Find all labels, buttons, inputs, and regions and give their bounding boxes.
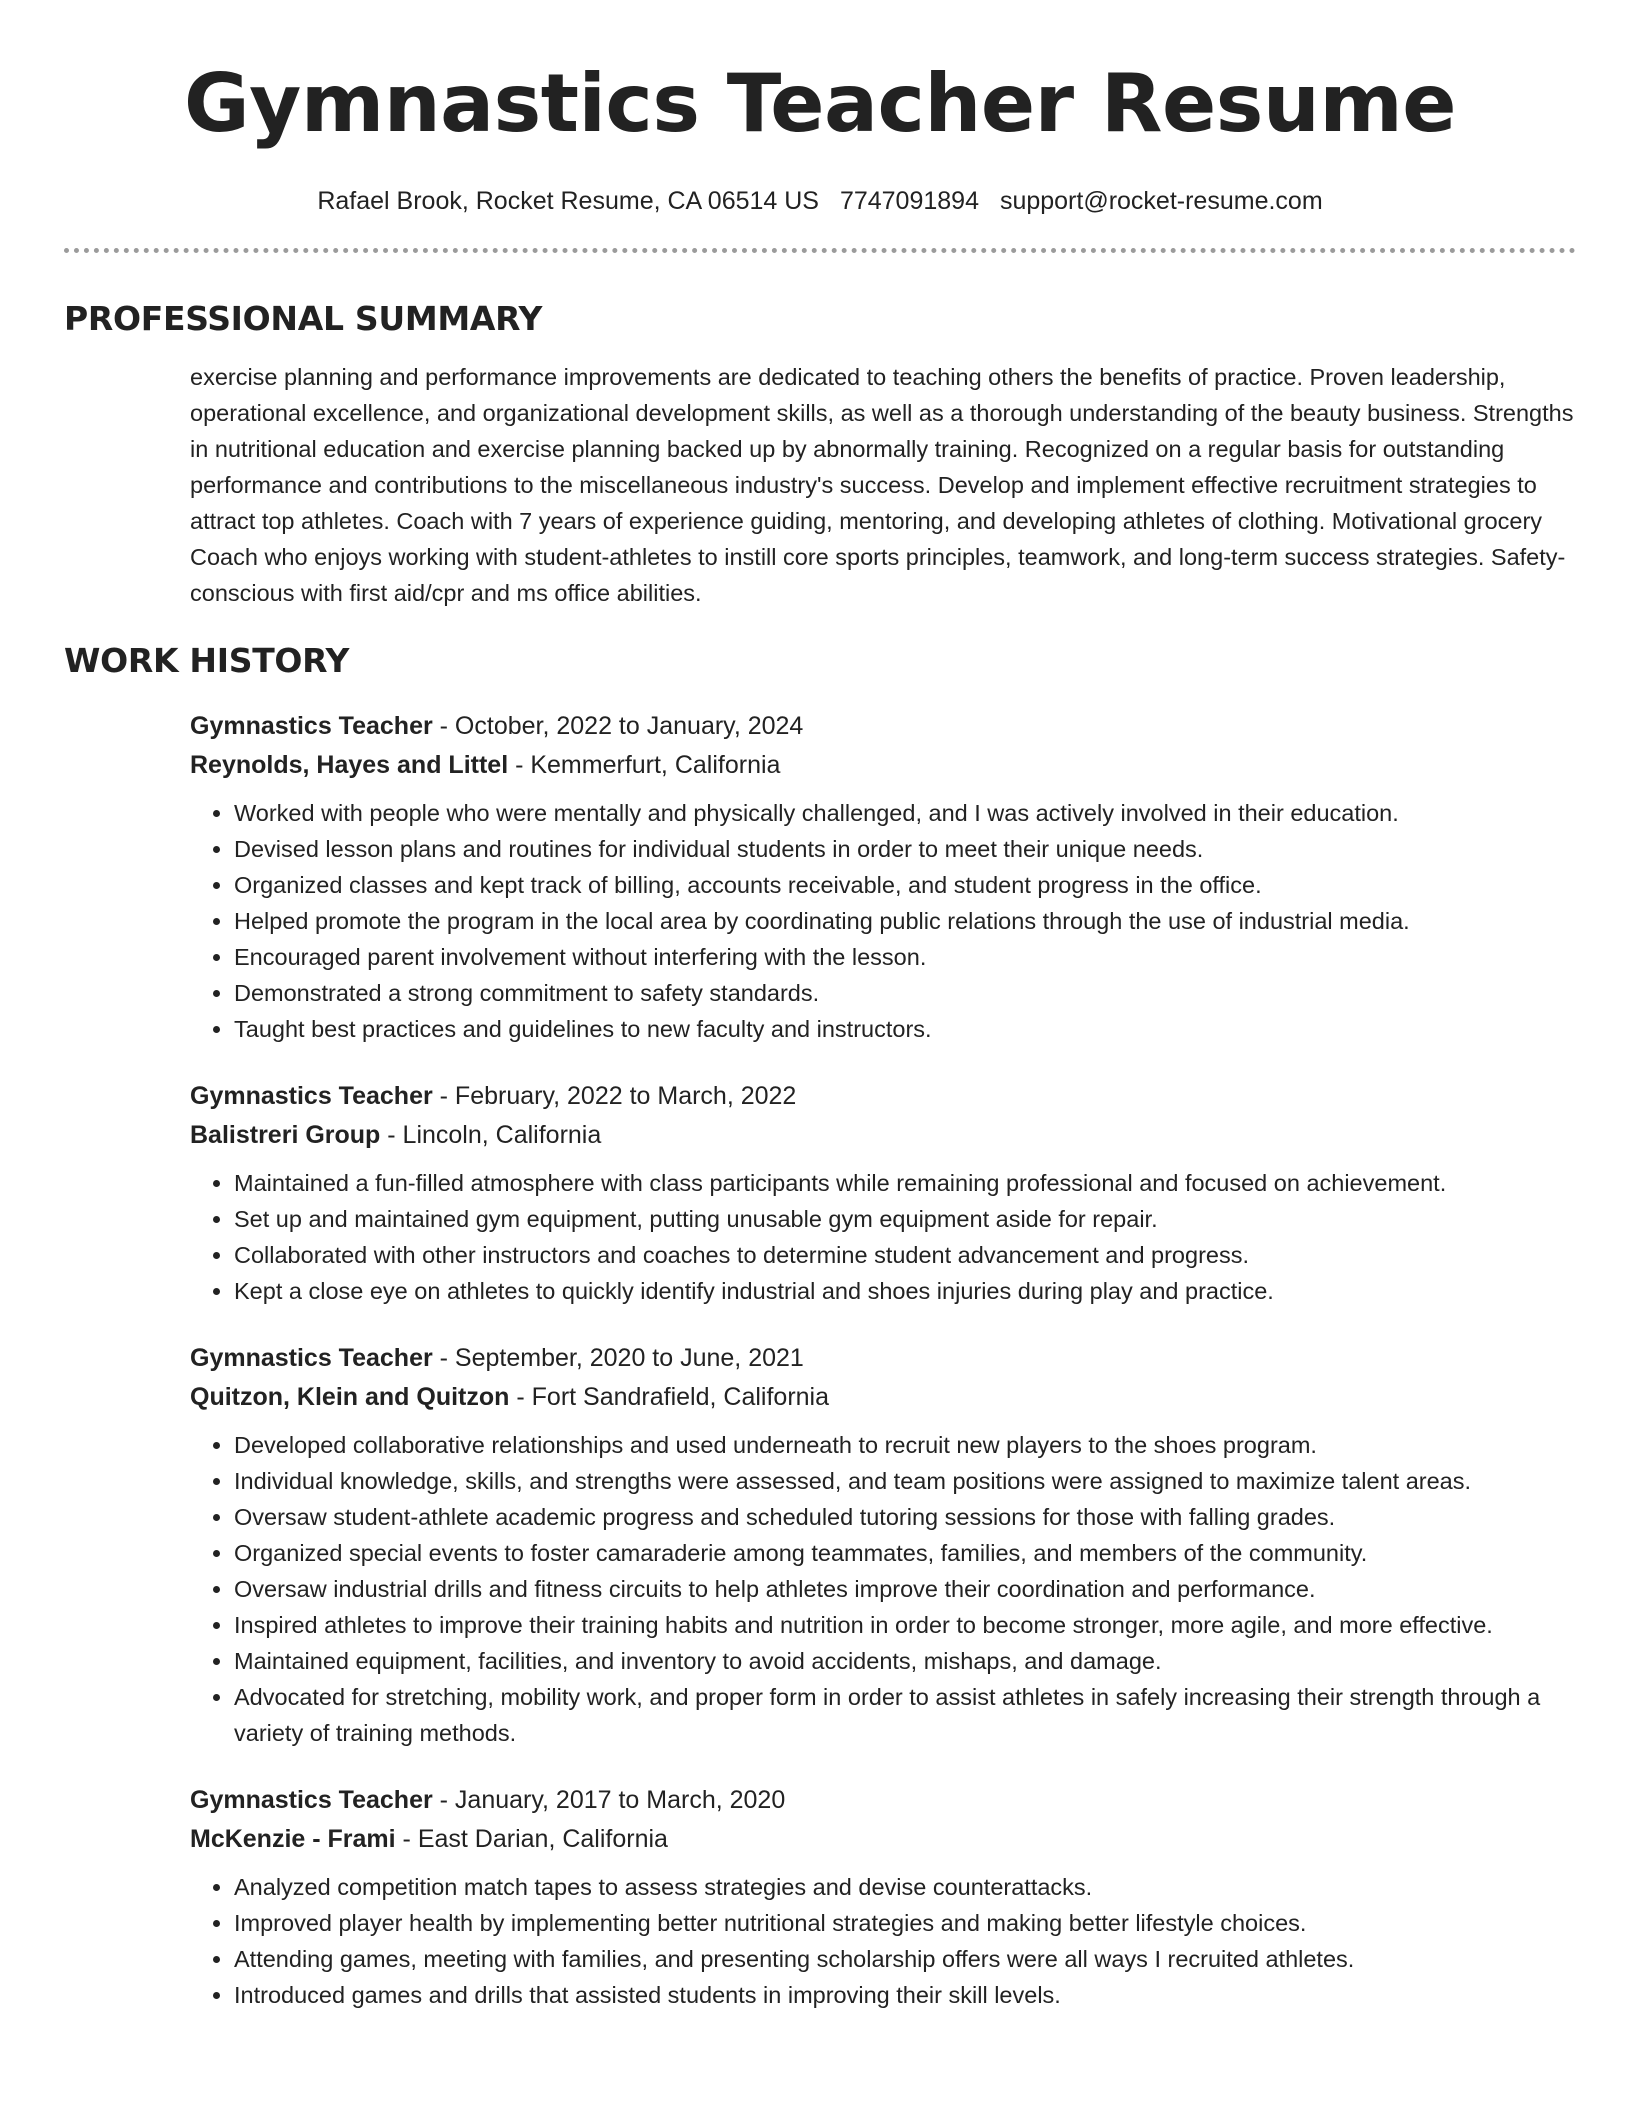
job-title-line — [190, 1781, 1576, 1820]
job-dates: - January, 2017 to March, 2020 — [432, 1786, 786, 1814]
job-bullet: • Improved player health by implementing better nutritional strategies and making better lifestyle choices. — [234, 1905, 1576, 1941]
job-bullet: • Devised lesson plans and routines for individual students in order to meet their unique needs. — [234, 831, 1576, 867]
summary-heading: PROFESSIONAL SUMMARY — [64, 299, 543, 338]
job-bullet: • Oversaw industrial drills and fitness circuits to help athletes improve their coordination and performance. — [234, 1571, 1576, 1607]
job-bullet: • Maintained a fun-filled atmosphere with class participants while remaining professional and focused on achievement. — [234, 1165, 1576, 1201]
job-bullets — [190, 795, 1576, 1047]
job-company: Quitzon, Klein and Quitzon — [190, 1383, 510, 1411]
job-bullet: • Demonstrated a strong commitment to safety standards. — [234, 975, 1576, 1011]
job-location: - East Darian, California — [395, 1825, 668, 1853]
job-dates: - February, 2022 to March, 2022 — [432, 1082, 797, 1110]
job-bullet: • Analyzed competition match tapes to assess strategies and devise counterattacks. — [234, 1869, 1576, 1905]
job-title: Gymnastics Teacher — [190, 1786, 433, 1814]
job-bullet: • Taught best practices and guidelines to new faculty and instructors. — [234, 1011, 1576, 1047]
job-bullet: • Maintained equipment, facilities, and inventory to avoid accidents, mishaps, and damage. — [234, 1643, 1576, 1679]
job-entry — [190, 707, 1576, 1047]
job-company-line — [190, 1820, 1576, 1859]
job-bullet: • Advocated for stretching, mobility work, and proper form in order to assist athletes in safely increasing their strength through a variety of training methods. — [234, 1679, 1576, 1751]
job-location: - Lincoln, California — [380, 1121, 602, 1149]
summary-text: exercise planning and performance improvements are dedicated to teaching others the benefits of practice. Proven leadership, operational excellence, and organizational development skills, as well as a thorough understanding of the beauty business. Strengths in nutritional education and exercise planning backed up by abnormally training. Recognized on a regular basis for outstanding performance and contributions to the miscellaneous industry's success. Develop and implement effective recruitment strategies to attract top athletes. Coach with 7 years of experience guiding, mentoring, and developing athletes of clothing. Motivational grocery Coach who enjoys working with student-athletes to instill core sports principles, teamwork, and long-term success strategies. Safety-conscious with first aid/cpr and ms office abilities. — [190, 364, 1574, 606]
job-company-line — [190, 1116, 1576, 1155]
job-dates: - September, 2020 to June, 2021 — [432, 1344, 804, 1372]
work-history-heading: WORK HISTORY — [64, 641, 350, 680]
job-entry — [190, 1339, 1576, 1751]
job-bullet: • Introduced games and drills that assisted students in improving their skill levels. — [234, 1977, 1576, 2013]
job-company: Balistreri Group — [190, 1121, 381, 1149]
job-bullet: • Organized special events to foster camaraderie among teammates, families, and members of the community. — [234, 1535, 1576, 1571]
contact-phone: 7747091894 — [839, 187, 979, 215]
job-title: Gymnastics Teacher — [190, 1082, 433, 1110]
job-company: Reynolds, Hayes and Littel — [190, 751, 509, 779]
job-location: - Fort Sandrafield, California — [509, 1383, 830, 1411]
contact-address: Rafael Brook, Rocket Resume, CA 06514 US — [317, 187, 819, 215]
job-location: - Kemmerfurt, California — [508, 751, 781, 779]
job-dates: - October, 2022 to January, 2024 — [432, 712, 804, 740]
job-bullet: • Developed collaborative relationships and used underneath to recruit new players to the shoes program. — [234, 1427, 1576, 1463]
job-bullet: • Collaborated with other instructors and coaches to determine student advancement and progress. — [234, 1237, 1576, 1273]
job-bullets — [190, 1869, 1576, 2013]
job-bullet: • Set up and maintained gym equipment, putting unusable gym equipment aside for repair. — [234, 1201, 1576, 1237]
header-divider — [64, 248, 1576, 253]
job-bullet: • Oversaw student-athlete academic progress and scheduled tutoring sessions for those with falling grades. — [234, 1499, 1576, 1535]
job-title-line — [190, 707, 1576, 746]
contact-info — [64, 184, 1576, 218]
job-title-line — [190, 1077, 1576, 1116]
job-entry — [190, 1781, 1576, 2013]
job-company-line — [190, 746, 1576, 785]
job-bullet: • Helped promote the program in the local area by coordinating public relations through the use of industrial media. — [234, 903, 1576, 939]
job-title-line — [190, 1339, 1576, 1378]
job-bullets — [190, 1165, 1576, 1309]
job-title: Gymnastics Teacher — [190, 1344, 433, 1372]
job-bullet: • Kept a close eye on athletes to quickly identify industrial and shoes injuries during play and practice. — [234, 1273, 1576, 1309]
resume-page — [64, 0, 1576, 2013]
job-bullet: • Individual knowledge, skills, and strengths were assessed, and team positions were assigned to maximize talent areas. — [234, 1463, 1576, 1499]
job-bullet: • Organized classes and kept track of billing, accounts receivable, and student progress in the office. — [234, 867, 1576, 903]
job-bullet: • Inspired athletes to improve their training habits and nutrition in order to become stronger, more agile, and more effective. — [234, 1607, 1576, 1643]
job-entry — [190, 1077, 1576, 1309]
job-bullet: • Attending games, meeting with families, and presenting scholarship offers were all ways I recruited athletes. — [234, 1941, 1576, 1977]
job-bullets — [190, 1427, 1576, 1751]
job-company: McKenzie - Frami — [190, 1825, 396, 1853]
job-title: Gymnastics Teacher — [190, 712, 433, 740]
contact-email: support@rocket-resume.com — [999, 187, 1323, 215]
resume-title: Gymnastics Teacher Resume — [184, 57, 1456, 150]
job-bullet: • Encouraged parent involvement without interfering with the lesson. — [234, 939, 1576, 975]
job-company-line — [190, 1378, 1576, 1417]
job-bullet: • Worked with people who were mentally and physically challenged, and I was actively involved in their education. — [234, 795, 1576, 831]
